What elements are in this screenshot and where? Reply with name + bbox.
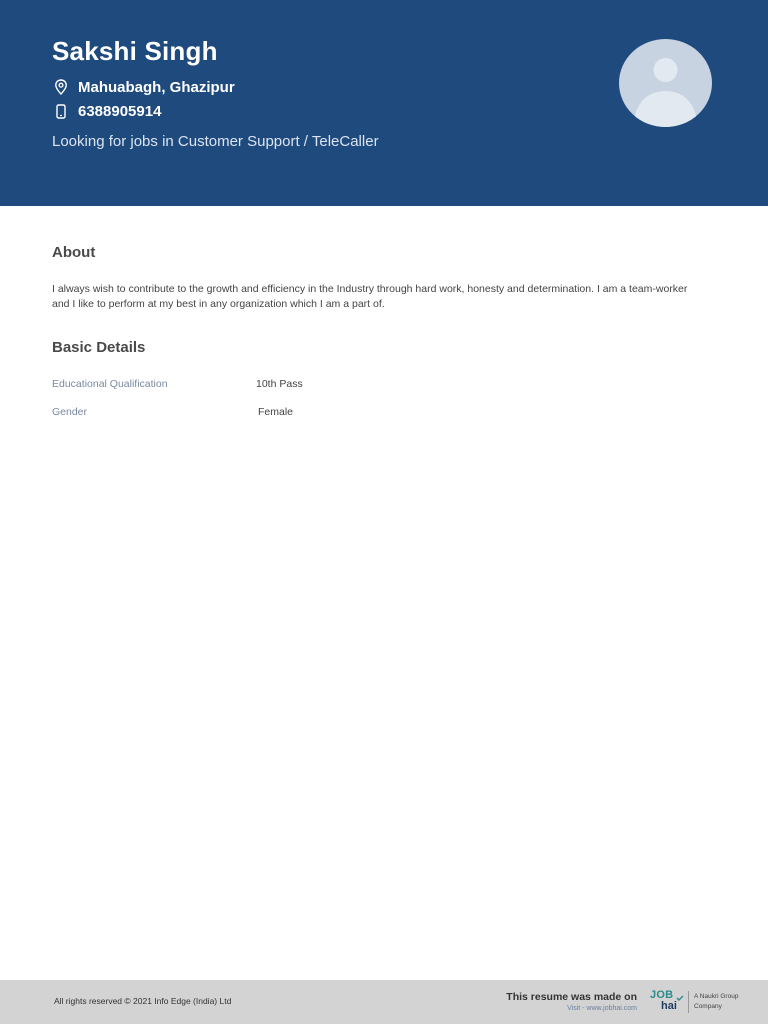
checkmark-icon: [676, 995, 684, 1001]
location-row: [52, 78, 235, 96]
phone-row: [52, 102, 161, 120]
logo-hai-text: hai: [661, 1000, 677, 1012]
made-on-text: This resume was made on: [506, 991, 637, 1003]
logo-job-text: JOB: [650, 989, 674, 1001]
page-footer: [0, 980, 768, 1024]
about-heading: About: [52, 244, 96, 261]
detail-label: Educational Qualification: [52, 378, 168, 390]
logo-divider: [688, 991, 689, 1013]
copyright-text: All rights reserved © 2021 Info Edge (India) Ltd: [54, 996, 232, 1006]
phone-text: 6388905914: [78, 102, 162, 120]
basic-details-heading: Basic Details: [52, 339, 146, 356]
detail-value: Female: [258, 406, 294, 418]
location-text: Mahuabagh, Ghazipur: [78, 78, 235, 96]
detail-value: 10th Pass: [256, 378, 303, 390]
user-avatar-placeholder: [619, 39, 712, 127]
visit-link[interactable]: Visit - www.jobhai.com: [567, 1005, 637, 1012]
naukri-group-note: A Naukri Group Company: [694, 993, 739, 1010]
profile-header: [0, 0, 768, 206]
mobile-phone-icon: [52, 102, 70, 120]
candidate-name: Sakshi Singh: [52, 36, 218, 66]
jobhai-logo[interactable]: [650, 989, 686, 1015]
detail-label: Gender: [52, 406, 88, 418]
map-pin-icon: [52, 78, 70, 96]
about-text: I always wish to contribute to the growth and efficiency in the Industry through hard work, honesty and determination. I am a team-worker and I like to perform at my best in any organization which I am a part of.: [52, 283, 688, 310]
job-preference: Looking for jobs in Customer Support / TeleCaller: [52, 133, 379, 150]
